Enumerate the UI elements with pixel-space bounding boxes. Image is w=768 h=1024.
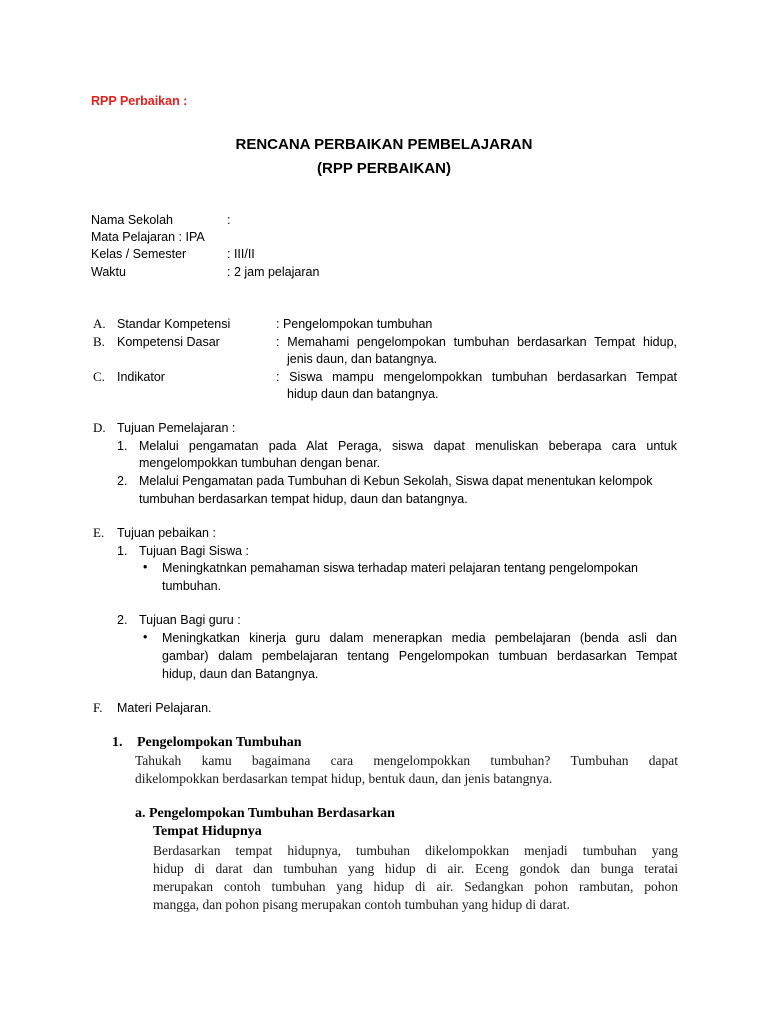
section-b-letter: B. (93, 334, 105, 349)
materi-paragraph-2-line3: merupakan contoh tumbuhan yang hidup di air. Sedangkan pohon rambutan, pohon (153, 879, 678, 894)
mata-pelajaran: Mata Pelajaran : IPA (91, 230, 205, 244)
materi-paragraph-1-line2: dikelompokkan berdasarkan tempat hidup, bentuk daun, dan jenis batangnya. (135, 771, 553, 786)
section-d-label: Tujuan Pemelajaran : (117, 421, 236, 435)
d-item-1-line2: mengelompokkan tumbuhan dengan benar. (139, 456, 381, 470)
e2-bullet-icon: • (143, 630, 148, 644)
e1-bullet-line2: tumbuhan. (162, 579, 222, 593)
waktu-label: Waktu (91, 265, 126, 279)
section-c-letter: C. (93, 369, 105, 384)
e1-label: Tujuan Bagi Siswa : (139, 544, 250, 558)
e2-bullet-line3: hidup, daun dan Batangnya. (162, 667, 319, 681)
kelas-semester-label: Kelas / Semester (91, 247, 187, 261)
e2-label: Tujuan Bagi guru : (139, 613, 241, 627)
nama-sekolah-label: Nama Sekolah (91, 213, 173, 227)
materi-paragraph-2-line4: mangga, dan pohon pisang merupakan contoh tumbuhan yang hidup di darat. (153, 897, 570, 912)
section-e-letter: E. (93, 525, 105, 540)
section-a-label: Standar Kompetensi (117, 317, 231, 331)
section-b-value-line2: jenis daun, dan batangnya. (287, 352, 438, 366)
rpp-header-label: RPP Perbaikan : (91, 94, 188, 108)
e1-number: 1. (117, 544, 128, 558)
document-title: RENCANA PERBAIKAN PEMBELAJARAN (235, 136, 533, 153)
materi-paragraph-2-line2: hidup di darat dan tumbuhan yang hidup di air. Eceng gondok dan bunga teratai (153, 861, 678, 876)
document-subtitle: (RPP PERBAIKAN) (317, 160, 451, 177)
waktu-value: : 2 jam pelajaran (227, 265, 320, 279)
e2-bullet-line1: Meningkatkan kinerja guru dalam menerapkan media pembelajaran (benda asli dan (162, 631, 677, 645)
section-b-value-line1: : Memahami pengelompokan tumbuhan berdasarkan Tempat hidup, (276, 335, 677, 349)
nama-sekolah-value: : (227, 213, 231, 227)
e2-bullet-line2: gambar) dalam pembelajaran tentang Pengelompokan tumbuan berdasarkan Tempat (162, 649, 677, 663)
section-c-label: Indikator (117, 370, 165, 384)
d-item-2-number: 2. (117, 474, 128, 488)
section-e-label: Tujuan pebaikan : (117, 526, 216, 540)
subheading-line2: Tempat Hidupnya (153, 824, 262, 839)
section-a-letter: A. (93, 316, 106, 331)
e1-bullet-icon: • (143, 560, 148, 574)
section-d-letter: D. (93, 420, 106, 435)
d-item-2-line1: Melalui Pengamatan pada Tumbuhan di Kebun Sekolah, Siswa dapat menentukan kelompok (139, 474, 653, 488)
materi-heading-number: 1. (112, 735, 123, 750)
section-b-label: Kompetensi Dasar (117, 335, 220, 349)
kelas-semester-value: : III/II (227, 247, 255, 261)
materi-paragraph-1-line1: Tahukah kamu bagaimana cara mengelompokkan tumbuhan? Tumbuhan dapat (135, 753, 678, 768)
d-item-1-number: 1. (117, 439, 128, 453)
section-c-value-line2: hidup daun dan batangnya. (287, 387, 439, 401)
section-c-value-line1: : Siswa mampu mengelompokkan tumbuhan berdasarkan Tempat (276, 370, 677, 384)
d-item-1-line1: Melalui pengamatan pada Alat Peraga, siswa dapat menuliskan beberapa cara untuk (139, 439, 677, 453)
d-item-2-line2: tumbuhan berdasarkan tempat hidup, daun dan batangnya. (139, 492, 468, 506)
materi-paragraph-2-line1: Berdasarkan tempat hidupnya, tumbuhan dikelompokkan menjadi tumbuhan yang (153, 843, 678, 858)
subheading-line1: a. Pengelompokan Tumbuhan Berdasarkan (135, 806, 395, 821)
e1-bullet-line1: Meningkatnkan pemahaman siswa terhadap materi pelajaran tentang pengelompokan (162, 561, 639, 575)
section-a-value: : Pengelompokan tumbuhan (276, 317, 433, 331)
section-f-label: Materi Pelajaran. (117, 701, 212, 715)
section-f-letter: F. (93, 700, 103, 715)
e2-number: 2. (117, 613, 128, 627)
materi-heading: Pengelompokan Tumbuhan (137, 735, 302, 750)
